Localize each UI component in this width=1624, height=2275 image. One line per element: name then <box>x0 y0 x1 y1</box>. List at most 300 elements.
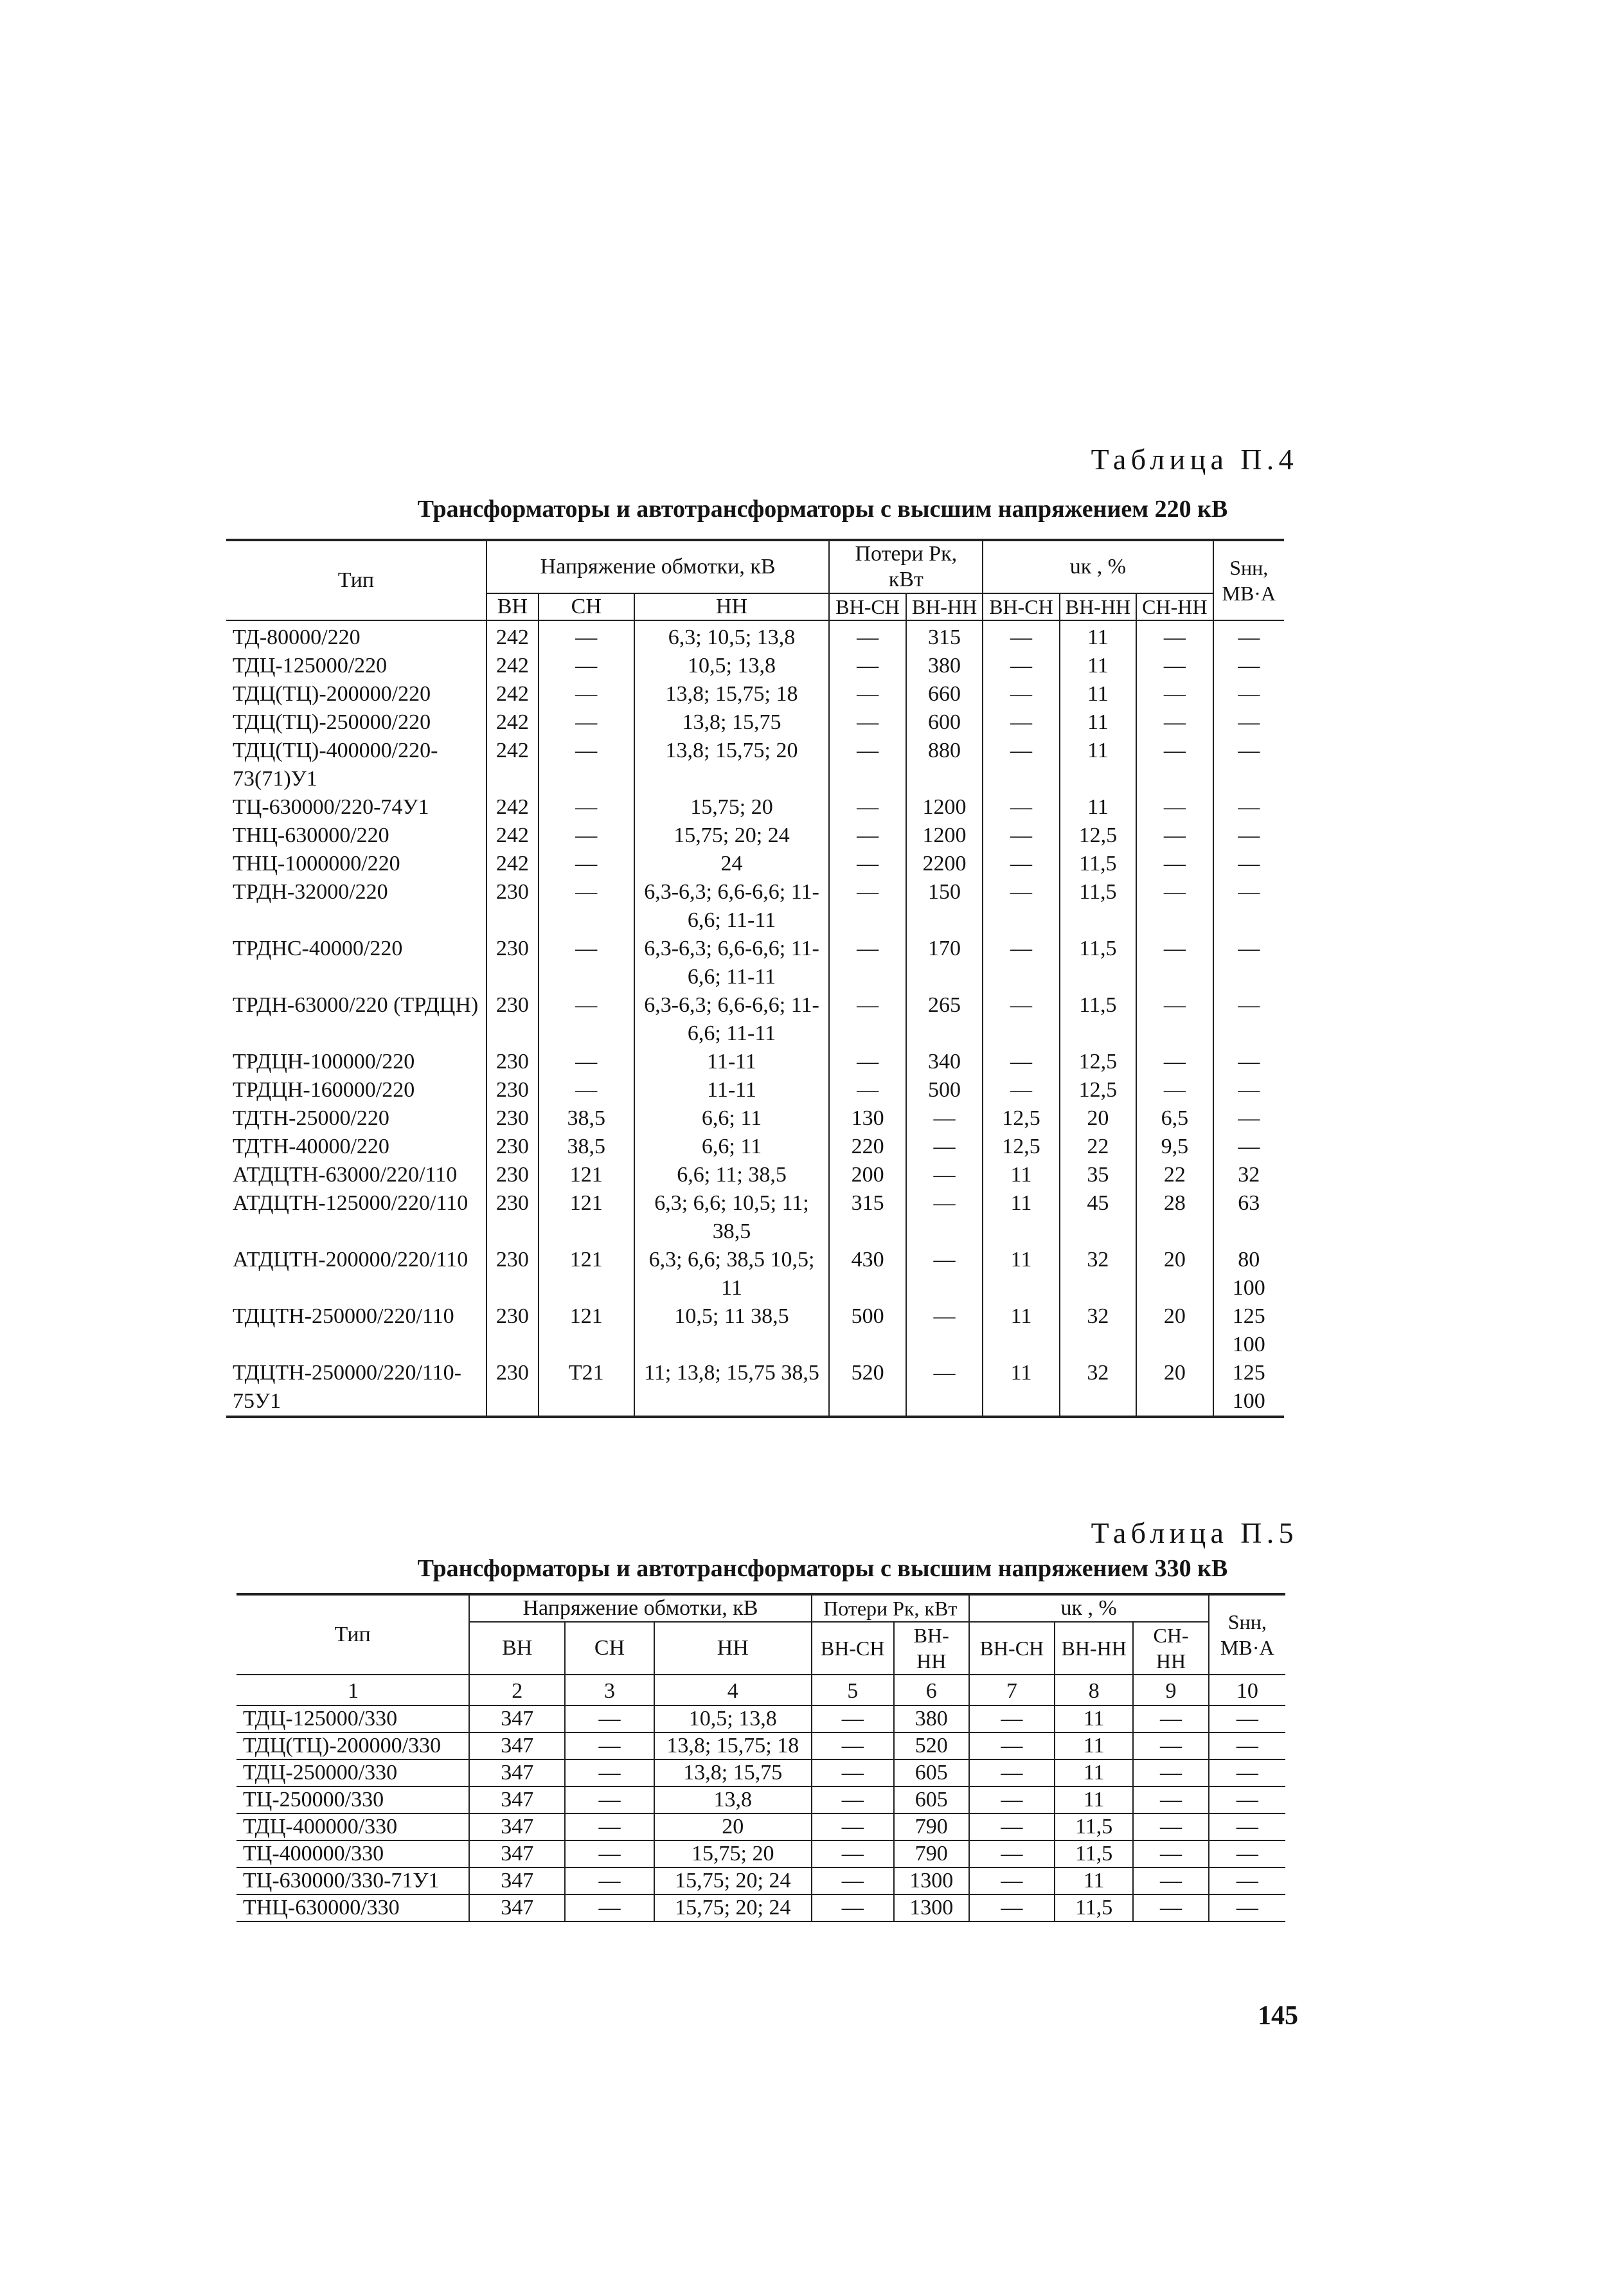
value-cell: — <box>969 1732 1055 1759</box>
table-row <box>226 1246 1284 1302</box>
header-nn: НН <box>634 593 830 620</box>
value-cell: — <box>539 878 634 935</box>
value-cell: 315 <box>906 620 983 652</box>
value-cell: — <box>1213 708 1284 737</box>
value-cell: 20 <box>1136 1302 1213 1359</box>
value-cell: 32 <box>1060 1302 1136 1359</box>
value-cell: 11 <box>1055 1732 1134 1759</box>
value-cell: — <box>1133 1840 1208 1867</box>
value-cell: 230 <box>486 1133 539 1161</box>
value-cell: 230 <box>486 991 539 1048</box>
value-cell: 13,8; 15,75; 18 <box>654 1732 812 1759</box>
type-cell: ТДЦ-125000/220 <box>226 652 486 680</box>
value-cell: 1300 <box>894 1867 969 1894</box>
value-cell: — <box>983 652 1059 680</box>
value-cell: 11,5 <box>1060 991 1136 1048</box>
value-cell: — <box>969 1813 1055 1840</box>
value-cell: — <box>1209 1786 1285 1813</box>
value-cell: 230 <box>486 1189 539 1246</box>
value-cell: 11 <box>1055 1867 1134 1894</box>
table-row <box>226 991 1284 1048</box>
value-cell: 6,3-6,3; 6,6-6,6; 11-6,6; 11-11 <box>634 935 830 991</box>
type-cell: ТДЦ-125000/330 <box>236 1705 469 1732</box>
type-cell: ТРДЦН-160000/220 <box>226 1076 486 1104</box>
type-cell: ТД-80000/220 <box>226 620 486 652</box>
value-cell: 230 <box>486 1048 539 1076</box>
table-row <box>226 737 1284 793</box>
value-cell: 220 <box>829 1133 906 1161</box>
value-cell: — <box>829 793 906 822</box>
value-cell: — <box>1213 652 1284 680</box>
value-cell: — <box>1133 1813 1208 1840</box>
value-cell: — <box>539 1076 634 1104</box>
value-cell: — <box>1209 1705 1285 1732</box>
value-cell: — <box>1209 1867 1285 1894</box>
table-row <box>226 1189 1284 1246</box>
value-cell: 380 <box>906 652 983 680</box>
value-cell: 150 <box>906 878 983 935</box>
value-cell: — <box>812 1732 894 1759</box>
value-cell: — <box>539 652 634 680</box>
value-cell: 2200 <box>906 850 983 878</box>
value-cell: 32 <box>1060 1359 1136 1417</box>
value-cell: — <box>565 1813 654 1840</box>
header-sn: СН <box>565 1622 654 1675</box>
value-cell: — <box>1209 1759 1285 1786</box>
value-cell: — <box>1213 1133 1284 1161</box>
value-cell: 6,6; 11 <box>634 1133 830 1161</box>
value-cell: — <box>1136 935 1213 991</box>
value-cell: — <box>983 878 1059 935</box>
value-cell: 880 <box>906 737 983 793</box>
header-losses-vn-nn: ВН-НН <box>906 593 983 620</box>
value-cell: 13,8; 15,75 <box>634 708 830 737</box>
type-cell: ТДЦ(ТЦ)-200000/330 <box>236 1732 469 1759</box>
value-cell: 11,5 <box>1060 850 1136 878</box>
value-cell: — <box>1136 652 1213 680</box>
value-cell: 11-11 <box>634 1048 830 1076</box>
value-cell: — <box>1213 935 1284 991</box>
value-cell: — <box>983 680 1059 708</box>
value-cell: 200 <box>829 1161 906 1189</box>
value-cell: 1200 <box>906 822 983 850</box>
value-cell: — <box>983 793 1059 822</box>
header-uk-vn-sn: ВН-СН <box>983 593 1059 620</box>
table-row <box>226 1161 1284 1189</box>
value-cell: 32 <box>1213 1161 1284 1189</box>
value-cell: — <box>1136 708 1213 737</box>
value-cell: 38,5 <box>539 1104 634 1133</box>
type-cell: ТЦ-400000/330 <box>236 1840 469 1867</box>
type-cell: ТДЦ(ТЦ)-200000/220 <box>226 680 486 708</box>
table-row <box>236 1894 1285 1921</box>
value-cell: 242 <box>486 708 539 737</box>
header-uk-group: uк , % <box>969 1594 1209 1622</box>
value-cell: — <box>1213 737 1284 793</box>
value-cell: 11 <box>1060 620 1136 652</box>
table-row <box>236 1786 1285 1813</box>
header-losses-vn-sn: ВН-СН <box>829 593 906 620</box>
table-row <box>236 1732 1285 1759</box>
value-cell: — <box>969 1705 1055 1732</box>
table-row <box>226 620 1284 652</box>
value-cell: — <box>812 1705 894 1732</box>
value-cell: — <box>969 1759 1055 1786</box>
value-cell: 121 <box>539 1189 634 1246</box>
value-cell: 230 <box>486 1302 539 1359</box>
value-cell: 6,5 <box>1136 1104 1213 1133</box>
type-cell: ТДЦ-400000/330 <box>236 1813 469 1840</box>
value-cell: — <box>1133 1759 1208 1786</box>
value-cell: 12,5 <box>1060 822 1136 850</box>
value-cell: — <box>539 620 634 652</box>
value-cell: — <box>565 1759 654 1786</box>
type-cell: ТНЦ-1000000/220 <box>226 850 486 878</box>
table-row <box>226 652 1284 680</box>
header-losses-group: Потери Pк, кВт <box>812 1594 969 1622</box>
value-cell: — <box>1209 1894 1285 1921</box>
value-cell: 125 100 <box>1213 1302 1284 1359</box>
value-cell: 500 <box>906 1076 983 1104</box>
table4 <box>226 539 1284 1418</box>
value-cell: 347 <box>469 1840 565 1867</box>
value-cell: 13,8; 15,75; 18 <box>634 680 830 708</box>
value-cell: 20 <box>654 1813 812 1840</box>
value-cell: 600 <box>906 708 983 737</box>
value-cell: — <box>906 1359 983 1417</box>
value-cell: 35 <box>1060 1161 1136 1189</box>
value-cell: — <box>1133 1732 1208 1759</box>
value-cell: — <box>983 991 1059 1048</box>
value-cell: 340 <box>906 1048 983 1076</box>
value-cell: 230 <box>486 878 539 935</box>
value-cell: — <box>812 1894 894 1921</box>
value-cell: — <box>565 1867 654 1894</box>
value-cell: 230 <box>486 935 539 991</box>
header-snn: Sнн, МВ·А <box>1209 1594 1285 1675</box>
table5-label: Таблица П.5 <box>1091 1516 1298 1549</box>
value-cell: 230 <box>486 1246 539 1302</box>
type-cell: ТДЦ-250000/330 <box>236 1759 469 1786</box>
value-cell: — <box>1136 737 1213 793</box>
value-cell: 500 <box>829 1302 906 1359</box>
column-number: 3 <box>565 1675 654 1705</box>
value-cell: — <box>829 708 906 737</box>
column-number: 6 <box>894 1675 969 1705</box>
value-cell: 45 <box>1060 1189 1136 1246</box>
type-cell: ТДТН-40000/220 <box>226 1133 486 1161</box>
value-cell: 11 <box>983 1189 1059 1246</box>
value-cell: 6,3-6,3; 6,6-6,6; 11-6,6; 11-11 <box>634 878 830 935</box>
value-cell: 32 <box>1060 1246 1136 1302</box>
value-cell: — <box>1213 991 1284 1048</box>
value-cell: — <box>812 1786 894 1813</box>
value-cell: — <box>1133 1867 1208 1894</box>
value-cell: 11 <box>983 1359 1059 1417</box>
value-cell: 11 <box>1055 1705 1134 1732</box>
value-cell: Т21 <box>539 1359 634 1417</box>
value-cell: 22 <box>1060 1133 1136 1161</box>
value-cell: — <box>969 1786 1055 1813</box>
value-cell: 242 <box>486 822 539 850</box>
value-cell: — <box>1209 1813 1285 1840</box>
value-cell: 605 <box>894 1786 969 1813</box>
value-cell: — <box>565 1840 654 1867</box>
table-row <box>236 1840 1285 1867</box>
table5 <box>236 1593 1285 1922</box>
value-cell: 11 <box>1060 737 1136 793</box>
column-numbers-row <box>236 1675 1285 1705</box>
value-cell: 121 <box>539 1246 634 1302</box>
value-cell: — <box>1136 620 1213 652</box>
header-uk-sn-nn: СН-НН <box>1133 1622 1208 1675</box>
header-uk-group: uк , % <box>983 540 1213 593</box>
table-row <box>226 850 1284 878</box>
type-cell: АТДЦТН-200000/220/110 <box>226 1246 486 1302</box>
value-cell: — <box>829 620 906 652</box>
value-cell: — <box>565 1894 654 1921</box>
value-cell: 347 <box>469 1786 565 1813</box>
value-cell: — <box>829 652 906 680</box>
value-cell: — <box>539 991 634 1048</box>
header-uk-vn-nn: ВН-НН <box>1055 1622 1134 1675</box>
header-losses-group: Потери Pк, кВт <box>829 540 983 593</box>
value-cell: — <box>829 680 906 708</box>
table-row <box>226 793 1284 822</box>
type-cell: ТНЦ-630000/330 <box>236 1894 469 1921</box>
value-cell: 12,5 <box>1060 1048 1136 1076</box>
column-number: 7 <box>969 1675 1055 1705</box>
value-cell: — <box>1209 1732 1285 1759</box>
value-cell: — <box>969 1894 1055 1921</box>
type-cell: ТДЦТН-250000/220/110 <box>226 1302 486 1359</box>
value-cell: — <box>539 708 634 737</box>
value-cell: — <box>539 680 634 708</box>
table-row <box>236 1705 1285 1732</box>
value-cell: — <box>906 1161 983 1189</box>
header-type: Тип <box>226 540 486 620</box>
table-row <box>226 878 1284 935</box>
table4-title: Трансформаторы и автотрансформаторы с высшим напряжением 220 кВ <box>417 496 1228 523</box>
value-cell: — <box>906 1302 983 1359</box>
value-cell: 12,5 <box>983 1104 1059 1133</box>
value-cell: 380 <box>894 1705 969 1732</box>
value-cell: 347 <box>469 1705 565 1732</box>
table-row <box>236 1759 1285 1786</box>
type-cell: ТНЦ-630000/220 <box>226 822 486 850</box>
value-cell: 15,75; 20 <box>654 1840 812 1867</box>
value-cell: 11 <box>1060 652 1136 680</box>
value-cell: 20 <box>1060 1104 1136 1133</box>
value-cell: 9,5 <box>1136 1133 1213 1161</box>
value-cell: 12,5 <box>1060 1076 1136 1104</box>
value-cell: 520 <box>829 1359 906 1417</box>
header-nn: НН <box>654 1622 812 1675</box>
value-cell: — <box>1133 1786 1208 1813</box>
value-cell: 28 <box>1136 1189 1213 1246</box>
value-cell: 125 100 <box>1213 1359 1284 1417</box>
value-cell: 11 <box>1060 793 1136 822</box>
value-cell: — <box>906 1189 983 1246</box>
value-cell: — <box>565 1786 654 1813</box>
value-cell: 11 <box>983 1161 1059 1189</box>
value-cell: 121 <box>539 1302 634 1359</box>
value-cell: — <box>1136 850 1213 878</box>
value-cell: 605 <box>894 1759 969 1786</box>
value-cell: 130 <box>829 1104 906 1133</box>
table4-label: Таблица П.4 <box>1091 443 1298 476</box>
table5-title: Трансформаторы и автотрансформаторы с высшим напряжением 330 кВ <box>417 1555 1228 1582</box>
value-cell: 24 <box>634 850 830 878</box>
table-row <box>236 1813 1285 1840</box>
value-cell: — <box>983 737 1059 793</box>
value-cell: 315 <box>829 1189 906 1246</box>
value-cell: — <box>539 850 634 878</box>
value-cell: 63 <box>1213 1189 1284 1246</box>
value-cell: 1300 <box>894 1894 969 1921</box>
type-cell: АТДЦТН-125000/220/110 <box>226 1189 486 1246</box>
table-row <box>226 1048 1284 1076</box>
column-number: 5 <box>812 1675 894 1705</box>
value-cell: 230 <box>486 1104 539 1133</box>
column-number: 2 <box>469 1675 565 1705</box>
value-cell: 347 <box>469 1759 565 1786</box>
value-cell: — <box>1136 878 1213 935</box>
value-cell: 347 <box>469 1813 565 1840</box>
value-cell: 242 <box>486 620 539 652</box>
value-cell: 520 <box>894 1732 969 1759</box>
type-cell: ТДЦ(ТЦ)-250000/220 <box>226 708 486 737</box>
type-cell: ТЦ-250000/330 <box>236 1786 469 1813</box>
value-cell: — <box>983 708 1059 737</box>
type-cell: ТРДН-63000/220 (ТРДЦН) <box>226 991 486 1048</box>
value-cell: 22 <box>1136 1161 1213 1189</box>
value-cell: 38,5 <box>539 1133 634 1161</box>
value-cell: 230 <box>486 1076 539 1104</box>
value-cell: 11,5 <box>1055 1813 1134 1840</box>
type-cell: АТДЦТН-63000/220/110 <box>226 1161 486 1189</box>
value-cell: — <box>1136 1048 1213 1076</box>
value-cell: — <box>1209 1840 1285 1867</box>
value-cell: 10,5; 11 38,5 <box>634 1302 830 1359</box>
value-cell: — <box>812 1867 894 1894</box>
value-cell: 13,8; 15,75; 20 <box>634 737 830 793</box>
value-cell: — <box>1213 1076 1284 1104</box>
header-snn: Sнн, МВ·А <box>1213 540 1284 620</box>
value-cell: — <box>829 991 906 1048</box>
page-number: 145 <box>1258 2001 1298 2031</box>
value-cell: — <box>969 1840 1055 1867</box>
value-cell: — <box>983 620 1059 652</box>
value-cell: 15,75; 20; 24 <box>654 1894 812 1921</box>
column-number: 8 <box>1055 1675 1134 1705</box>
value-cell: 11 <box>1055 1759 1134 1786</box>
table-row <box>226 1359 1284 1417</box>
table-row <box>226 708 1284 737</box>
value-cell: 13,8; 15,75 <box>654 1759 812 1786</box>
value-cell: 80 100 <box>1213 1246 1284 1302</box>
table-row <box>236 1867 1285 1894</box>
table-row <box>226 935 1284 991</box>
value-cell: — <box>1213 793 1284 822</box>
value-cell: 347 <box>469 1894 565 1921</box>
value-cell: — <box>1133 1705 1208 1732</box>
value-cell: — <box>812 1813 894 1840</box>
value-cell: — <box>1213 850 1284 878</box>
value-cell: 430 <box>829 1246 906 1302</box>
value-cell: — <box>1136 680 1213 708</box>
type-cell: ТРДНС-40000/220 <box>226 935 486 991</box>
value-cell: 242 <box>486 737 539 793</box>
type-cell: ТРДН-32000/220 <box>226 878 486 935</box>
value-cell: 6,3; 6,6; 38,5 10,5; 11 <box>634 1246 830 1302</box>
value-cell: — <box>1136 822 1213 850</box>
value-cell: 230 <box>486 1161 539 1189</box>
value-cell: — <box>1133 1894 1208 1921</box>
value-cell: — <box>829 878 906 935</box>
value-cell: 15,75; 20 <box>634 793 830 822</box>
value-cell: 10,5; 13,8 <box>654 1705 812 1732</box>
value-cell: 11-11 <box>634 1076 830 1104</box>
header-type: Тип <box>236 1594 469 1675</box>
table-row <box>226 1302 1284 1359</box>
column-number: 10 <box>1209 1675 1285 1705</box>
header-voltage-group: Напряжение обмотки, кВ <box>486 540 829 593</box>
value-cell: — <box>1136 793 1213 822</box>
value-cell: 11 <box>983 1246 1059 1302</box>
column-number: 1 <box>236 1675 469 1705</box>
value-cell: — <box>812 1840 894 1867</box>
value-cell: 242 <box>486 680 539 708</box>
value-cell: 20 <box>1136 1246 1213 1302</box>
header-vn: ВН <box>469 1622 565 1675</box>
type-cell: ТЦ-630000/330-71У1 <box>236 1867 469 1894</box>
value-cell: — <box>829 1076 906 1104</box>
value-cell: 660 <box>906 680 983 708</box>
header-uk-sn-nn: СН-НН <box>1136 593 1213 620</box>
table-row <box>226 1104 1284 1133</box>
value-cell: — <box>983 1048 1059 1076</box>
header-losses-vn-nn: ВН-НН <box>894 1622 969 1675</box>
value-cell: 121 <box>539 1161 634 1189</box>
header-uk-vn-nn: ВН-НН <box>1060 593 1136 620</box>
value-cell: — <box>1213 680 1284 708</box>
value-cell: 13,8 <box>654 1786 812 1813</box>
header-uk-vn-sn: ВН-СН <box>969 1622 1055 1675</box>
header-losses-vn-sn: ВН-СН <box>812 1622 894 1675</box>
column-number: 4 <box>654 1675 812 1705</box>
value-cell: — <box>1213 1048 1284 1076</box>
value-cell: 1200 <box>906 793 983 822</box>
type-cell: ТДЦ(ТЦ)-400000/220-73(71)У1 <box>226 737 486 793</box>
value-cell: 12,5 <box>983 1133 1059 1161</box>
value-cell: — <box>983 1076 1059 1104</box>
value-cell: 11; 13,8; 15,75 38,5 <box>634 1359 830 1417</box>
value-cell: 11 <box>1060 680 1136 708</box>
value-cell: — <box>539 935 634 991</box>
value-cell: 10,5; 13,8 <box>634 652 830 680</box>
value-cell: 11 <box>1055 1786 1134 1813</box>
value-cell: 347 <box>469 1732 565 1759</box>
value-cell: 6,3-6,3; 6,6-6,6; 11-6,6; 11-11 <box>634 991 830 1048</box>
value-cell: 265 <box>906 991 983 1048</box>
value-cell: — <box>1213 1104 1284 1133</box>
header-voltage-group: Напряжение обмотки, кВ <box>469 1594 812 1622</box>
value-cell: — <box>1213 620 1284 652</box>
value-cell: 6,6; 11; 38,5 <box>634 1161 830 1189</box>
value-cell: 15,75; 20; 24 <box>634 822 830 850</box>
value-cell: — <box>539 793 634 822</box>
